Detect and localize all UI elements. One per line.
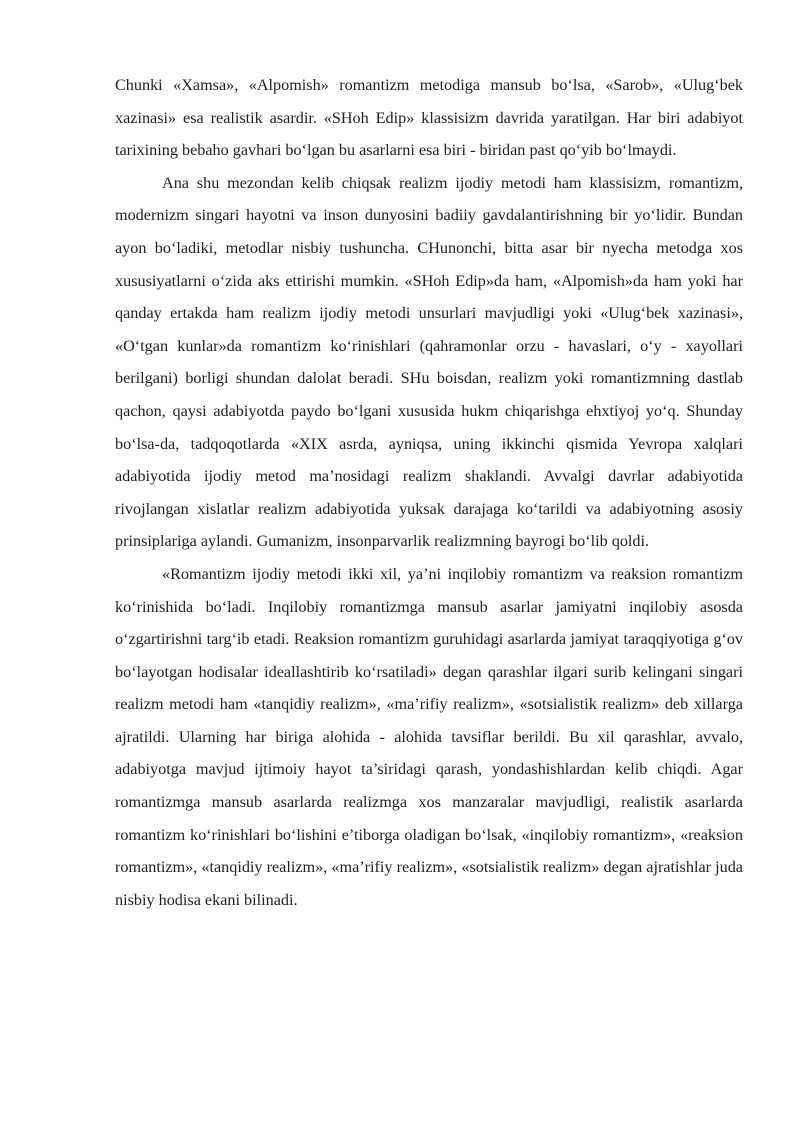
document-page (115, 69, 743, 916)
paragraph-2: Ana shu mezondan kelib chiqsak realizm ijodiy metodi ham klassisizm, romantizm, modernizm singari hayotni va inson dunyosini badiiy gavdalantirishning bir yo‘lidir. Bundan ayon bo‘ladiki, metodlar nisbiy tushuncha. CHunonchi, bitta asar bir nyecha metodga xos xususiyatlarni o‘zida aks ettirishi mumkin. «SHoh Edip»da ham, «Alpomish»da ham yoki har qanday ertakda ham realizm ijodiy metodi unsurlari mavjudligi yoki «Ulug‘bek xazinasi», «O‘tgan kunlar»da romantizm ko‘rinishlari (qahramonlar orzu - havaslari, o‘y - xayollari berilgani) borligi shundan dalolat beradi. SHu boisdan, realizm yoki romantizmning dastlab qachon, qaysi adabiyotda paydo bo‘lgani xususida hukm chiqarishga ehxtiyoj yo‘q. Shunday bo‘lsa-da, tadqoqotlarda «XIX asrda, ayniqsa, uning ikkinchi qismida Yevropa xalqlari adabiyotida ijodiy metod ma’nosidagi realizm shaklandi. Avvalgi davrlar adabiyotida rivojlangan xislatlar realizm adabiyotida yuksak darajaga ko‘tarildi va adabiyotning asosiy prinsiplariga aylandi. Gumanizm, insonparvarlik realizmning bayrogi bo‘lib qoldi. (115, 173, 743, 551)
paragraph-1: Chunki «Xamsa», «Alpomish» romantizm metodiga mansub bo‘lsa, «Sarob», «Ulug‘bek xazinasi» esa realistik asardir. «SHoh Edip» klassisizm davrida yaratilgan. Har biri adabiyot tarixining bebaho gavhari bo‘lgan bu asarlarni esa biri - biridan past qo‘yib bo‘lmaydi. (115, 76, 743, 160)
paragraph-3: «Romantizm ijodiy metodi ikki xil, ya’ni inqilobiy romantizm va reaksion romantizm ko‘rinishida bo‘ladi. Inqilobiy romantizmga mansub asarlar jamiyatni inqilobiy asosda o‘zgartirishni targ‘ib etadi. Reaksion romantizm guruhidagi asarlarda jamiyat taraqqiyotiga g‘ov bo‘layotgan hodisalar ideallashtirib ko‘rsatiladi» degan qarashlar ilgari surib kelingani singari realizm metodi ham «tanqidiy realizm», «ma’rifiy realizm», «sotsialistik realizm» deb xillarga ajratildi. Ularning har biriga alohida - alohida tavsiflar berildi. Bu xil qarashlar, avvalo, adabiyotga mavjud ijtimoiy hayot ta’siridagi qarash, yondashishlardan kelib chiqdi. Agar romantizmga mansub asarlarda realizmga xos manzaralar mavjudligi, realistik asarlarda romantizm ko‘rinishlari bo‘lishini e’tiborga oladigan bo‘lsak, «inqilobiy romantizm», «reaksion romantizm», «tanqidiy realizm», «ma’rifiy realizm», «sotsialistik realizm» degan ajratishlar juda nisbiy hodisa ekani bilinadi. (115, 564, 743, 909)
